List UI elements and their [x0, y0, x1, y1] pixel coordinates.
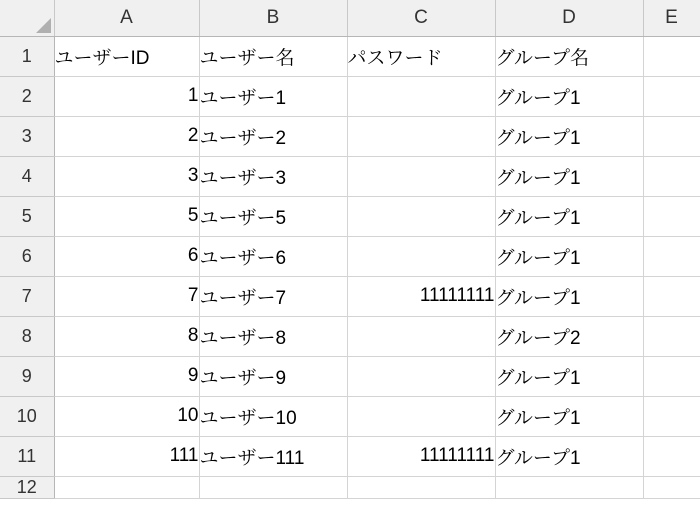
cell-d1[interactable]: グループ名 [495, 36, 643, 76]
table-row[interactable] [0, 276, 700, 316]
table-row[interactable] [0, 76, 700, 116]
column-header-row [0, 0, 700, 36]
cell-e4[interactable] [643, 156, 700, 196]
row-header-7[interactable]: 7 [0, 276, 54, 316]
cell-c12[interactable] [347, 476, 495, 498]
cell-b10[interactable]: ユーザー10 [199, 396, 347, 436]
cell-c4[interactable] [347, 156, 495, 196]
cell-d7[interactable]: グループ1 [495, 276, 643, 316]
cell-d11[interactable]: グループ1 [495, 436, 643, 476]
cell-e12[interactable] [643, 476, 700, 498]
cell-d2[interactable]: グループ1 [495, 76, 643, 116]
column-header-a[interactable]: A [54, 0, 199, 36]
cell-d8[interactable]: グループ2 [495, 316, 643, 356]
cell-d3[interactable]: グループ1 [495, 116, 643, 156]
row-header-8[interactable]: 8 [0, 316, 54, 356]
row-header-1[interactable]: 1 [0, 36, 54, 76]
column-header-d[interactable]: D [495, 0, 643, 36]
cell-b12[interactable] [199, 476, 347, 498]
cell-e10[interactable] [643, 396, 700, 436]
cell-c6[interactable] [347, 236, 495, 276]
column-header-c[interactable]: C [347, 0, 495, 36]
cell-a12[interactable] [54, 476, 199, 498]
table-row[interactable] [0, 476, 700, 498]
cell-b11[interactable]: ユーザー111 [199, 436, 347, 476]
row-header-5[interactable]: 5 [0, 196, 54, 236]
cell-a9[interactable]: 9 [54, 356, 199, 396]
cell-c11[interactable]: 11111111 [347, 436, 495, 476]
row-header-12[interactable]: 12 [0, 476, 54, 498]
row-header-3[interactable]: 3 [0, 116, 54, 156]
cell-e7[interactable] [643, 276, 700, 316]
cell-e11[interactable] [643, 436, 700, 476]
cell-b2[interactable]: ユーザー1 [199, 76, 347, 116]
cell-a1[interactable]: ユーザーID [54, 36, 199, 76]
cell-b9[interactable]: ユーザー9 [199, 356, 347, 396]
cell-a10[interactable]: 10 [54, 396, 199, 436]
row-header-6[interactable]: 6 [0, 236, 54, 276]
cell-c8[interactable] [347, 316, 495, 356]
cell-e1[interactable] [643, 36, 700, 76]
cell-e5[interactable] [643, 196, 700, 236]
row-header-11[interactable]: 11 [0, 436, 54, 476]
row-header-2[interactable]: 2 [0, 76, 54, 116]
cell-d6[interactable]: グループ1 [495, 236, 643, 276]
cell-c7[interactable]: 11111111 [347, 276, 495, 316]
table-row[interactable] [0, 156, 700, 196]
table-row[interactable] [0, 116, 700, 156]
select-all-corner[interactable] [0, 0, 54, 36]
cell-c2[interactable] [347, 76, 495, 116]
cell-b6[interactable]: ユーザー6 [199, 236, 347, 276]
cell-c1[interactable]: パスワード [347, 36, 495, 76]
row-header-9[interactable]: 9 [0, 356, 54, 396]
cell-e8[interactable] [643, 316, 700, 356]
cell-a6[interactable]: 6 [54, 236, 199, 276]
cell-d9[interactable]: グループ1 [495, 356, 643, 396]
cell-c3[interactable] [347, 116, 495, 156]
table-row[interactable] [0, 436, 700, 476]
cell-e2[interactable] [643, 76, 700, 116]
table-row[interactable] [0, 396, 700, 436]
select-all-triangle-icon [36, 18, 51, 33]
table-row[interactable] [0, 196, 700, 236]
cell-b8[interactable]: ユーザー8 [199, 316, 347, 356]
cell-a8[interactable]: 8 [54, 316, 199, 356]
cell-b7[interactable]: ユーザー7 [199, 276, 347, 316]
cell-e9[interactable] [643, 356, 700, 396]
cell-a7[interactable]: 7 [54, 276, 199, 316]
table-row[interactable] [0, 236, 700, 276]
cell-b1[interactable]: ユーザー名 [199, 36, 347, 76]
cell-b3[interactable]: ユーザー2 [199, 116, 347, 156]
column-header-e[interactable]: E [643, 0, 700, 36]
row-header-10[interactable]: 10 [0, 396, 54, 436]
cell-a4[interactable]: 3 [54, 156, 199, 196]
cell-d4[interactable]: グループ1 [495, 156, 643, 196]
cell-a3[interactable]: 2 [54, 116, 199, 156]
table-row[interactable] [0, 316, 700, 356]
cell-b5[interactable]: ユーザー5 [199, 196, 347, 236]
row-header-4[interactable]: 4 [0, 156, 54, 196]
cell-a5[interactable]: 5 [54, 196, 199, 236]
cell-e6[interactable] [643, 236, 700, 276]
cell-a2[interactable]: 1 [54, 76, 199, 116]
cell-d10[interactable]: グループ1 [495, 396, 643, 436]
cell-c5[interactable] [347, 196, 495, 236]
table-row[interactable] [0, 36, 700, 76]
cell-d12[interactable] [495, 476, 643, 498]
cell-a11[interactable]: 111 [54, 436, 199, 476]
cell-c9[interactable] [347, 356, 495, 396]
cell-e3[interactable] [643, 116, 700, 156]
column-header-b[interactable]: B [199, 0, 347, 36]
cell-c10[interactable] [347, 396, 495, 436]
table-row[interactable] [0, 356, 700, 396]
cell-d5[interactable]: グループ1 [495, 196, 643, 236]
cell-b4[interactable]: ユーザー3 [199, 156, 347, 196]
